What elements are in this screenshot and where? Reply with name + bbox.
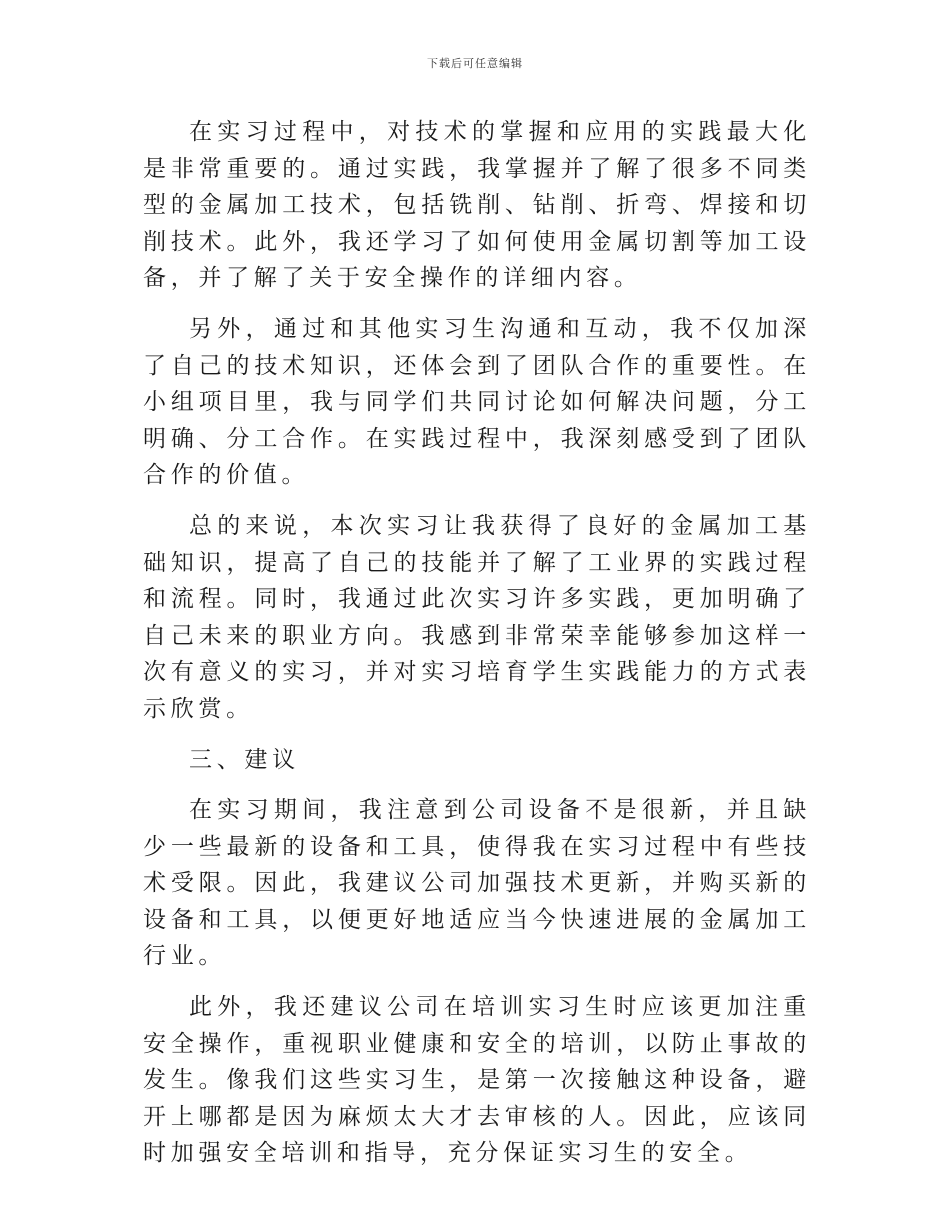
section-heading-suggestions: 三、建议: [189, 746, 300, 773]
page-header: 下载后可任意编辑: [427, 57, 523, 70]
paragraph-practice: 在实习过程中，对技术的掌握和应用的实践最大化是非常重要的。通过实践，我掌握并了解了很多不同类型的金属加工技术，包括铣削、钻削、折弯、焊接和切削技术。此外，我还学习了如何使用金属切割等加工设备，并了解了关于安全操作的详细内容。: [143, 119, 811, 292]
document-body: [143, 114, 811, 1186]
paragraph-teamwork: 另外，通过和其他实习生沟通和互动，我不仅加深了自己的技术知识，还体会到了团队合作的重要性。在小组项目里，我与同学们共同讨论如何解决问题，分工明确、分工合作。在实践过程中，我深刻感受到了团队合作的价值。: [143, 315, 811, 489]
paragraph-equipment-suggestion: 在实习期间，我注意到公司设备不是很新，并且缺少一些最新的设备和工具，使得我在实习过程中有些技术受限。因此，我建议公司加强技术更新，并购买新的设备和工具，以便更好地适应当今快速进展的金属加工行业。: [143, 797, 811, 970]
paragraph-summary: 总的来说，本次实习让我获得了良好的金属加工基础知识，提高了自己的技能并了解了工业界的实践过程和流程。同时，我通过此次实习许多实践，更加明确了自己未来的职业方向。我感到非常荣幸能够参加这样一次有意义的实习，并对实习培育学生实践能力的方式表示欣赏。: [143, 512, 811, 722]
paragraph-safety-suggestion: 此外，我还建议公司在培训实习生时应该更加注重安全操作，重视职业健康和安全的培训，以防止事故的发生。像我们这些实习生，是第一次接触这种设备，避开上哪都是因为麻烦太大才去审核的人。因此，应该同时加强安全培训和指导，充分保证实习生的安全。: [143, 994, 811, 1167]
